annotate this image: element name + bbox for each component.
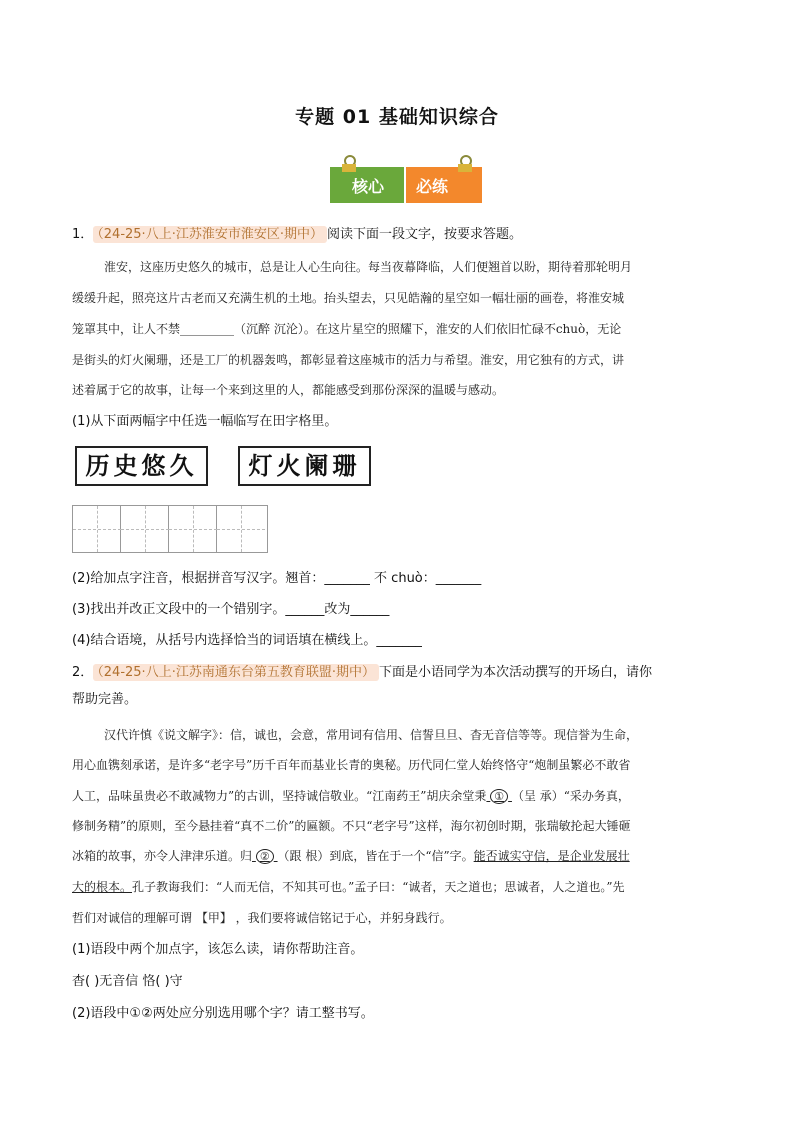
passage-line: 汉代许慎《说文解字》：信，诚也，会意，常用词有信用、信誓旦旦、杳无音信等等。现信誉为生命， — [104, 728, 639, 742]
passage-line: 淮安，这座历史悠久的城市，总是让人心生向往。每当夜幕降临，人们便翘首以盼，期待着那轮明月 — [104, 260, 633, 274]
question-2-header — [72, 664, 652, 682]
sub-question-4: (4)结合语境，从括号内选择恰当的词语填在横线上。_______ — [72, 633, 422, 648]
grid-cell[interactable] — [217, 506, 267, 552]
question-number: 2． — [72, 665, 94, 680]
calligraphy-sample-2: 灯火阑珊 — [238, 446, 371, 486]
passage-line: 是街头的灯火阑珊，还是工厂的机器轰鸣，都彰显着这座城市的活力与希望。淮安，用它独有的方式，讲 — [72, 353, 625, 367]
question-prompt: 下面是小语同学为本次活动撰写的开场白，请你 — [378, 665, 652, 680]
question-source-tag: （24-25·八上·江苏淮安市淮安区·期中） — [93, 226, 327, 243]
sub-question-2: (2)给加点字注音，根据拼音写汉字。翘首：_______ 不 chuò：_______ — [72, 571, 482, 586]
paper-clip-icon — [458, 155, 472, 171]
question-prompt: 阅读下面一段文字，按要求答题。 — [326, 227, 522, 242]
passage-text: （呈 承）“采办务真， — [511, 789, 630, 803]
grid-cell[interactable] — [169, 506, 217, 552]
passage-text: （跟 根）到底，皆在于一个“信”字。 — [277, 849, 474, 863]
sub-question-3: (3)找出并改正文段中的一个错别字。______改为______ — [72, 602, 390, 617]
passage-line: 笼罩其中，让人不禁_________（沉醉 沉沦）。在这片星空的照耀下，淮安的人们依旧忙碌不chuò，无论 — [72, 322, 622, 336]
core-practice-banner — [330, 165, 482, 205]
passage-line: 哲们对诚信的理解可谓 【甲】 ，我们要将诚信铭记于心，并躬身践行。 — [72, 911, 452, 925]
passage-line: 修制务精”的原则，至今悬挂着“真不二价”的匾额。不只“老字号”这样，海尔初创时期，张瑞敏抡起大锤砸 — [72, 819, 631, 833]
passage-text: 孔子教诲我们：“人而无信，不知其可也。”孟子曰：“诚者，天之道也；思诚者，人之道也。”先 — [132, 880, 625, 894]
grid-cell[interactable] — [73, 506, 121, 552]
blank-1[interactable] — [486, 789, 512, 803]
passage-line — [72, 878, 625, 896]
banner-left-label: 核心 — [352, 177, 385, 196]
question-number: 1． — [72, 227, 94, 242]
sub-question-1: (1)从下面两幅字中任选一幅临写在田字格里。 — [72, 414, 338, 429]
question-prompt-continued: 帮助完善。 — [72, 692, 138, 707]
passage-text: 冰箱的故事，亦令人津津乐道。归 — [72, 849, 253, 863]
sub-question-2: (2)语段中①②两处应分别选用哪个字？请工整书写。 — [72, 1006, 374, 1021]
underlined-sentence: 大的根本。 — [72, 880, 133, 894]
passage-line: 述着属于它的故事，让每一个来到这里的人，都能感受到那份深深的温暖与感动。 — [72, 383, 505, 397]
page-title: 专题 01 基础知识综合 — [295, 106, 499, 128]
question-source-tag: （24-25·八上·江苏南通东台第五教育联盟·期中） — [93, 664, 379, 681]
grid-cell[interactable] — [121, 506, 169, 552]
blank-2[interactable] — [252, 849, 278, 863]
circled-number: ② — [256, 849, 274, 864]
sub-question-1-answers: 杳( )无音信 恪( )守 — [72, 974, 183, 989]
passage-line: 用心血镌刻承诺，是许多“老字号”历千百年而基业长青的奥秘。历代同仁堂人始终恪守“炮制虽繁必不敢省 — [72, 758, 631, 772]
paper-clip-icon — [342, 155, 356, 171]
passage-line — [72, 787, 630, 806]
underlined-sentence: 能否诚实守信，是企业发展壮 — [473, 849, 630, 863]
passage-line — [72, 847, 630, 866]
tianzi-grid[interactable] — [72, 505, 268, 553]
passage-text: 人工，品味虽贵必不敢减物力”的古训，坚持诚信敬业。“江南药王”胡庆余堂秉 — [72, 789, 487, 803]
passage-line: 缓缓升起，照亮这片古老而又充满生机的土地。抬头望去，只见皓瀚的星空如一幅壮丽的画卷，将淮安城 — [72, 291, 625, 305]
calligraphy-sample-1: 历史悠久 — [75, 446, 208, 486]
question-1-header — [72, 226, 522, 244]
sub-question-1: (1)语段中两个加点字，该怎么读，请你帮助注音。 — [72, 942, 364, 957]
banner-right-label: 必练 — [416, 177, 449, 196]
circled-number: ① — [490, 789, 508, 804]
